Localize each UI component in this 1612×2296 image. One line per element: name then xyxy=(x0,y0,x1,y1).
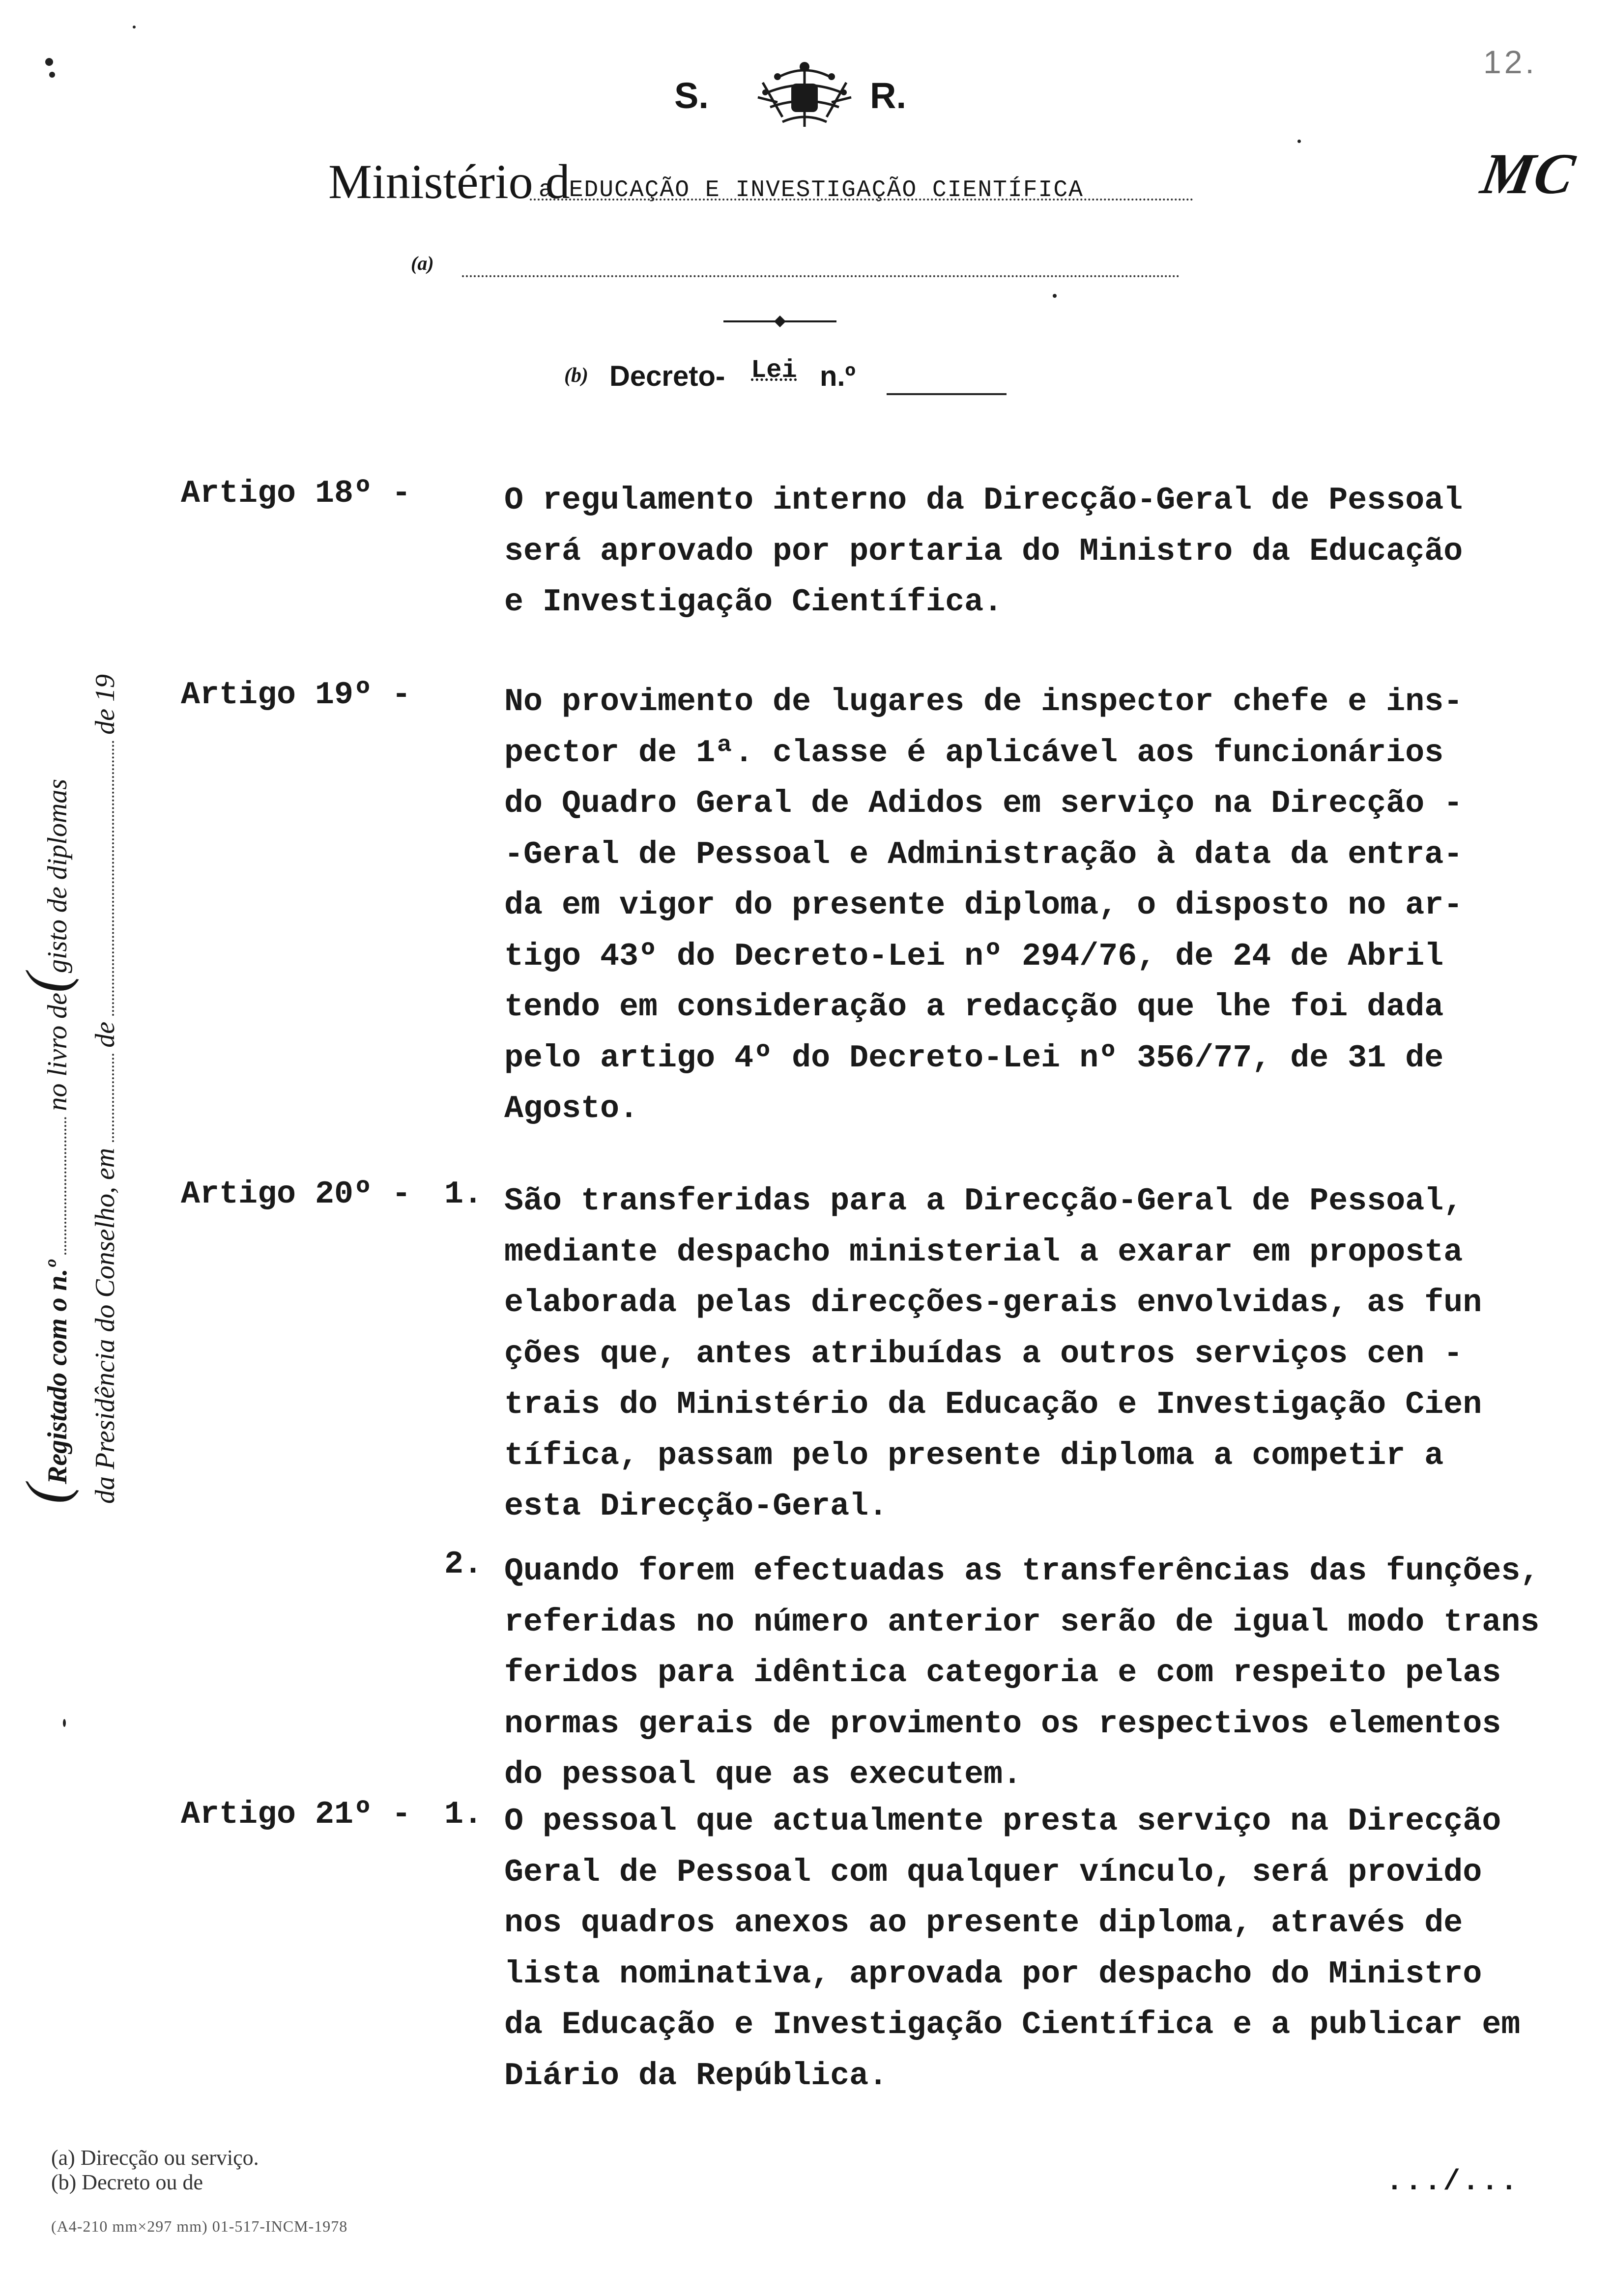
text-line: São transferidas para a Direcção-Geral de Pessoal, xyxy=(504,1183,1463,1219)
text-line: Geral de Pessoal com qualquer vínculo, será provido xyxy=(504,1854,1482,1891)
registration-day-blank xyxy=(112,1054,114,1142)
text-line: nos quadros anexos ao presente diploma, através de xyxy=(504,1905,1463,1941)
registration-line-1 xyxy=(14,778,79,1504)
text-line: ções que, antes atribuídas a outros serviços cen - xyxy=(504,1335,1463,1372)
scan-speck xyxy=(1053,294,1057,298)
text-line: e Investigação Científica. xyxy=(504,584,1003,620)
decree-number-label: n.º xyxy=(820,360,856,392)
ministry-heading xyxy=(328,153,1341,207)
page-number: 12. xyxy=(1483,44,1537,80)
text-line: Diário da República. xyxy=(504,2057,888,2094)
decree-label xyxy=(609,360,725,393)
text-line: tífica, passam pelo presente diploma a competir a xyxy=(504,1437,1444,1474)
text-line: mediante despacho ministerial a exarar em proposta xyxy=(504,1234,1463,1270)
article-label: Artigo 19º - xyxy=(181,677,411,713)
text-line: esta Direcção-Geral. xyxy=(504,1488,888,1524)
text-line: referidas no número anterior serão de igual modo trans xyxy=(504,1604,1540,1640)
registration-diplomas-label: gisto de diplomas xyxy=(42,778,73,974)
text-line: O pessoal que actualmente presta serviço na Direcção xyxy=(504,1803,1501,1839)
text-line: pelo artigo 4º do Decreto-Lei nº 356/77, de 31 de xyxy=(504,1039,1444,1076)
text-line: O regulamento interno da Direcção-Geral de Pessoal xyxy=(504,482,1463,518)
scan-speck xyxy=(45,58,53,66)
seal-letter-s: S. xyxy=(674,75,709,116)
seal-letter-r: R. xyxy=(870,75,906,116)
service-marker: (a) xyxy=(411,252,434,274)
service-dotted-line xyxy=(462,275,1180,277)
text-line: será aprovado por portaria do Ministro da Educação xyxy=(504,533,1463,570)
decree-heading xyxy=(564,356,1056,405)
decree-marker: (b) xyxy=(564,364,588,387)
scan-speck xyxy=(49,72,55,78)
text-line: pector de 1ª. classe é aplicável aos funcionários xyxy=(504,734,1444,771)
article-text xyxy=(504,1176,1605,1532)
continuation-mark: .../... xyxy=(1386,2166,1520,2198)
text-line: Quando forem efectuadas as transferências das funções, xyxy=(504,1553,1540,1589)
registration-month-blank xyxy=(112,741,114,1016)
scan-speck xyxy=(133,26,136,29)
paragraph-number: 1. xyxy=(444,1176,483,1212)
print-code: (A4-210 mm×297 mm) 01-517-INCM-1978 xyxy=(51,2217,348,2235)
registration-number-blank xyxy=(64,1117,66,1255)
text-line: do pessoal que as executem. xyxy=(504,1756,1022,1793)
text-line: lista nominativa, aprovada por despacho do Ministro xyxy=(504,1955,1482,1992)
divider-ornament xyxy=(723,312,836,331)
ministry-name: a EDUCAÇÃO E INVESTIGAÇÃO CIENTÍFICA xyxy=(539,177,1084,203)
decree-number-blank xyxy=(887,393,1007,395)
article-text xyxy=(504,1796,1605,2101)
national-arms-icon xyxy=(748,58,861,132)
footnote-a: (a) Direcção ou serviço. xyxy=(51,2146,259,2170)
scan-speck xyxy=(1297,140,1301,143)
text-line: da em vigor do presente diploma, o disposto no ar- xyxy=(504,887,1463,923)
article-text xyxy=(504,677,1605,1135)
footnote-b: (b) Decreto ou de xyxy=(51,2170,203,2194)
article-label: Artigo 20º - xyxy=(181,1176,411,1212)
article-label: Artigo 21º - xyxy=(181,1796,411,1833)
text-line: trais do Ministério da Educação e Investigação Cien xyxy=(504,1386,1482,1423)
article-text xyxy=(504,475,1605,628)
registration-bracket: ( xyxy=(14,1484,79,1504)
text-line: Agosto. xyxy=(504,1091,639,1127)
text-line: do Quadro Geral de Adidos em serviço na Direcção - xyxy=(504,785,1463,822)
registration-council-label: da Presidência do Conselho, em xyxy=(90,1148,120,1504)
registration-margin xyxy=(14,570,162,1504)
ministry-word: Ministério d xyxy=(328,154,570,209)
ministry-dotted-line xyxy=(530,199,1193,201)
text-line: No provimento de lugares de inspector chefe e ins- xyxy=(504,684,1463,720)
registration-label: Registado com o n.º xyxy=(42,1260,73,1485)
decree-type: Lei xyxy=(751,356,797,385)
text-line: feridos para idêntica categoria e com respeito pelas xyxy=(504,1655,1501,1691)
text-line: tigo 43º do Decreto-Lei nº 294/76, de 24 de Abril xyxy=(504,938,1444,975)
registration-bracket-2: ( xyxy=(14,973,79,993)
republic-seal-header xyxy=(674,65,930,129)
article-text xyxy=(504,1546,1605,1801)
article-label: Artigo 18º - xyxy=(181,475,411,512)
handwritten-annotation: MC xyxy=(1476,142,1581,206)
text-line: normas gerais de provimento os respectivos elementos xyxy=(504,1705,1501,1742)
paragraph-number: 1. xyxy=(444,1796,483,1833)
decree-label-text: Decreto- xyxy=(609,360,725,392)
registration-line-2 xyxy=(89,674,121,1504)
footnotes xyxy=(51,2146,259,2195)
registration-year-label: de 19 xyxy=(90,674,120,735)
text-line: tendo em consideração a redacção que lhe foi dada xyxy=(504,989,1444,1025)
text-line: elaborada pelas direcções-gerais envolvidas, as fun xyxy=(504,1285,1482,1321)
text-line: -Geral de Pessoal e Administração à data da entra- xyxy=(504,836,1463,873)
scan-speck xyxy=(63,1719,66,1727)
registration-month-label: de xyxy=(90,1021,120,1048)
service-field xyxy=(411,252,1182,286)
text-line: da Educação e Investigação Científica e a publicar em xyxy=(504,2007,1521,2043)
paragraph-number: 2. xyxy=(444,1546,483,1582)
registration-book-label: no livro de xyxy=(42,993,73,1111)
